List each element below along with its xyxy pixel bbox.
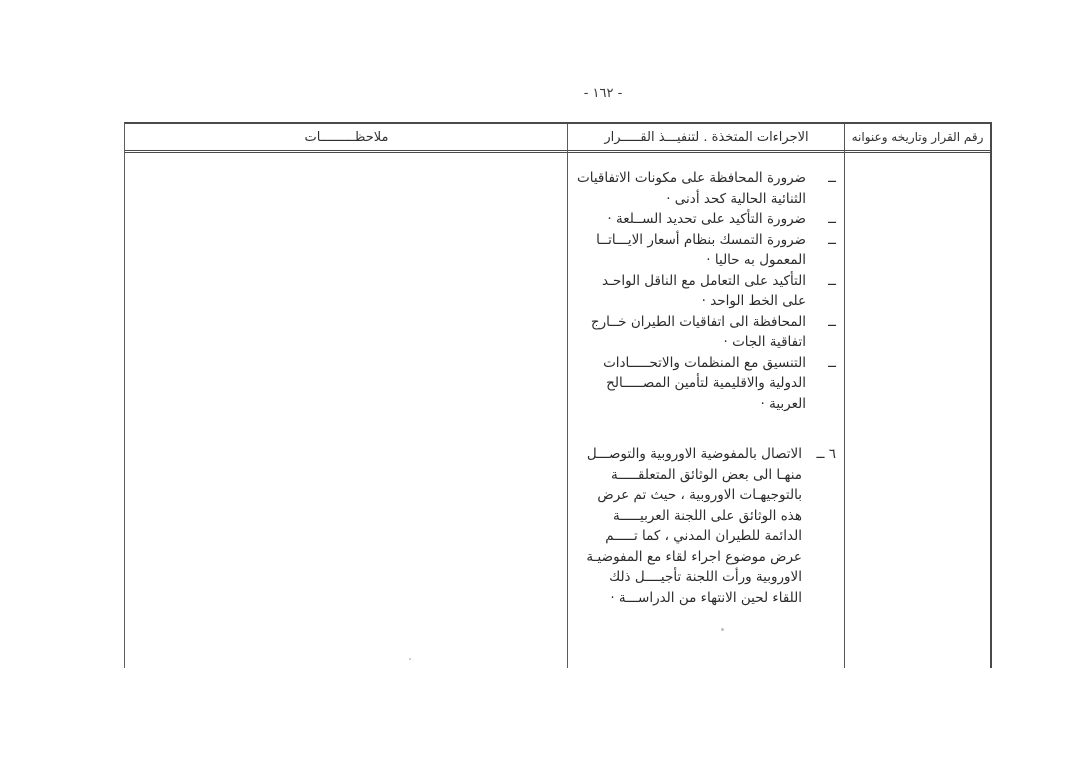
bullet-dash: ــ — [828, 211, 836, 227]
action-text-line: ضرورة التمسك بنظام أسعار الايـــاتــا — [596, 231, 806, 248]
action-text-line: الدولية والاقليمية لتأمين المصـــــالح — [606, 375, 806, 391]
action-bullet-item — [576, 353, 836, 415]
page-number: - ١٦٢ - — [583, 86, 623, 101]
bullet-dash: ــ — [828, 354, 836, 371]
action-text-line: منهـا الى بعض الوثائق المتعلقـــــة — [611, 466, 802, 483]
action-bullet-item — [576, 230, 836, 271]
table-header-row — [125, 124, 990, 153]
action-bullet-item — [576, 312, 836, 353]
column-header-decision: رقم القرار وتاريخه وعنوانه — [851, 130, 984, 144]
decisions-table — [124, 122, 992, 668]
action-text-line: التأكيد على التعامل مع الناقل الواحـد — [601, 272, 806, 289]
bullet-dash: ــ — [828, 231, 836, 248]
action-text-line: الدائمة للطيران المدني ، كما تـــــم — [605, 528, 802, 544]
column-header-notes: ملاحظـــــــــات — [304, 129, 389, 145]
table-body-row — [125, 153, 990, 667]
column-divider-actions-notes — [567, 124, 569, 668]
action-text-line: عرض موضوع اجراء لقاء مع المفوضيـة — [586, 548, 802, 565]
action-text-line: الثنائية الحالية كحد أدنى · — [666, 190, 806, 207]
notes-column-body — [125, 153, 568, 667]
column-divider-decision-actions — [844, 124, 846, 668]
action-text-line: اتفاقية الجات · — [723, 334, 806, 350]
bullet-dash: ــ — [828, 272, 836, 289]
bullet-dash: ــ — [828, 170, 836, 186]
action-numbered-item-6 — [576, 444, 836, 608]
action-text-line: بالتوجيهـات الاوروبية ، حيث تم عرض — [597, 487, 802, 503]
action-text-line: المعمول به حاليا · — [706, 252, 806, 268]
decision-column-body — [845, 153, 990, 667]
action-text-line: الاوروبية ورأت اللجنة تأجيــــل ذلك — [609, 569, 802, 585]
action-bullet-item — [576, 271, 836, 312]
action-text-line: ضرورة التأكيد على تحديد الســلعة · — [607, 211, 806, 227]
action-bullet-item — [576, 168, 836, 209]
bullet-dash: ــ — [828, 313, 836, 330]
action-text-line: العربية · — [760, 395, 806, 412]
scan-speck — [409, 658, 411, 660]
action-text-line: الاتصال بالمفوضية الاوروبية والتوصـــل — [586, 446, 802, 462]
column-header-actions: الاجراءات المتخذة . لتنفيـــذ القـــــرار — [604, 129, 809, 145]
action-text-line: ضرورة المحافظة على مكونات الاتفاقيات — [577, 170, 806, 186]
action-text-line: اللقاء لحين الانتهاء من الدراســـة · — [610, 589, 802, 606]
action-text-line: هذه الوثائق على اللجنة العربيـــــة — [613, 507, 802, 524]
item-number-6: ٦ ــ — [816, 446, 836, 462]
action-text-line: التنسيق مع المنظمات والاتحـــــادات — [603, 354, 806, 371]
actions-column-body — [568, 153, 845, 667]
action-bullet-item — [576, 209, 836, 230]
action-text-line: المحافظة الى اتفاقيات الطيران خــارج — [590, 313, 806, 330]
scan-speck — [721, 628, 724, 631]
action-text-line: على الخط الواحد · — [701, 293, 806, 309]
